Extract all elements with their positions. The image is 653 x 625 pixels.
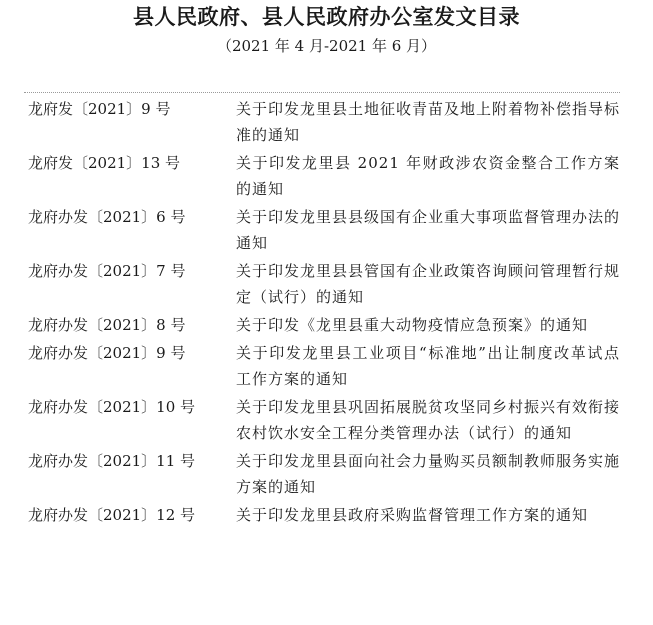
document-title: 关于印发龙里县县级国有企业重大事项监督管理办法的通知 <box>236 208 621 252</box>
document-number: 龙府办发〔2021〕9 号 <box>28 344 186 362</box>
list-item <box>24 394 624 446</box>
document-number: 龙府发〔2021〕13 号 <box>28 154 181 172</box>
list-item <box>24 312 624 338</box>
document-title: 关于印发龙里县县管国有企业政策咨询顾问管理暂行规定（试行）的通知 <box>236 262 621 306</box>
document-title: 关于印发《龙里县重大动物疫情应急预案》的通知 <box>236 316 589 334</box>
page-title: 县人民政府、县人民政府办公室发文目录 <box>133 4 520 29</box>
document-title: 关于印发龙里县面向社会力量购买员额制教师服务实施方案的通知 <box>236 452 621 496</box>
divider <box>24 92 620 93</box>
document-number: 龙府发〔2021〕9 号 <box>28 100 171 118</box>
document-title: 关于印发龙里县工业项目“标准地”出让制度改革试点工作方案的通知 <box>236 344 620 388</box>
document-number: 龙府办发〔2021〕6 号 <box>28 208 186 226</box>
list-item <box>24 204 624 256</box>
document-title: 关于印发龙里县 2021 年财政涉农资金整合工作方案的通知 <box>236 154 620 198</box>
document-number: 龙府办发〔2021〕7 号 <box>28 262 186 280</box>
date-range-subtitle: （2021 年 4 月-2021 年 6 月） <box>216 37 437 55</box>
document-number: 龙府办发〔2021〕11 号 <box>28 452 196 470</box>
list-item <box>24 340 624 392</box>
document-number: 龙府办发〔2021〕12 号 <box>28 506 196 524</box>
list-item <box>24 258 624 310</box>
document-title: 关于印发龙里县土地征收青苗及地上附着物补偿指导标准的通知 <box>236 100 621 144</box>
document-title: 关于印发龙里县政府采购监督管理工作方案的通知 <box>236 506 589 524</box>
document-number: 龙府办发〔2021〕10 号 <box>28 398 196 416</box>
document-number: 龙府办发〔2021〕8 号 <box>28 316 186 334</box>
list-item <box>24 502 624 528</box>
list-item <box>24 150 624 202</box>
list-item <box>24 448 624 500</box>
document-list <box>24 96 624 530</box>
document-title: 关于印发龙里县巩固拓展脱贫攻坚同乡村振兴有效衔接农村饮水安全工程分类管理办法（试行）的通知 <box>236 398 621 442</box>
list-item <box>24 96 624 148</box>
